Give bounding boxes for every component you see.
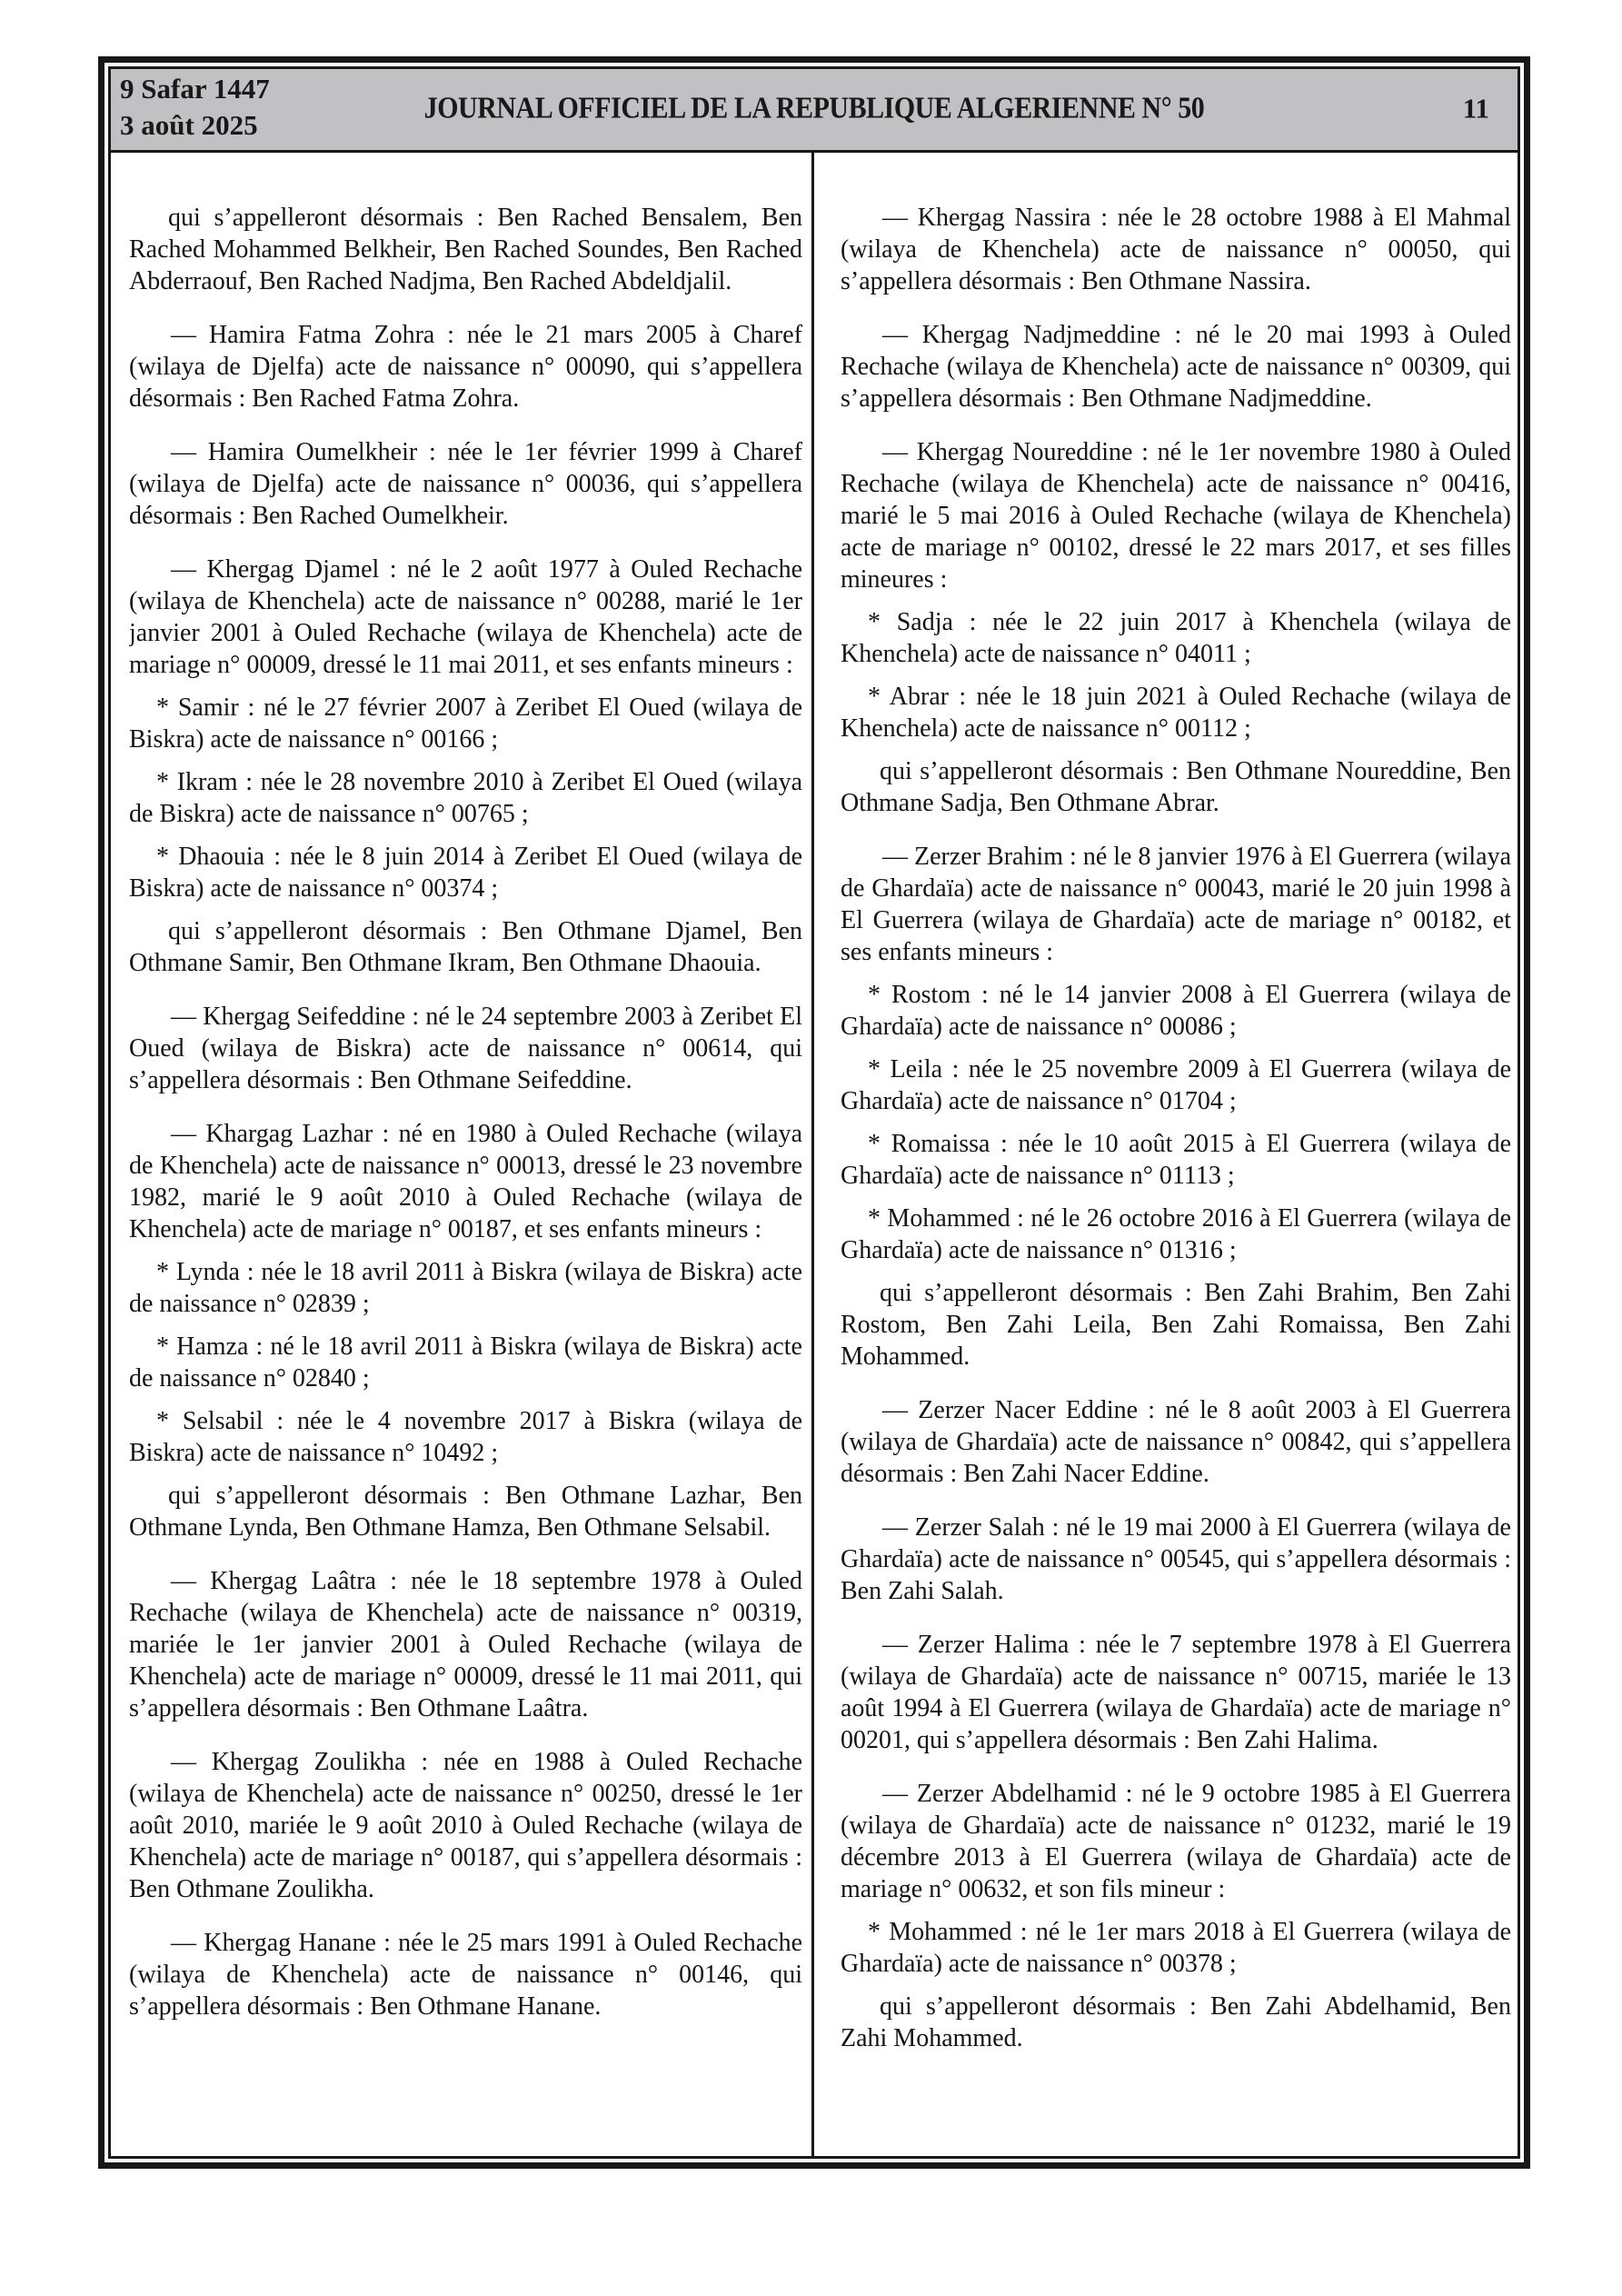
paragraph: — Khergag Hanane : née le 25 mars 1991 à Ouled Rechache (wilaya de Khenchela) acte de naissance n° 00146, qui s’appellera désormais : Ben Othmane Hanane. <box>129 1929 802 2021</box>
column-left <box>129 202 802 2147</box>
paragraph: — Khergag Seifeddine : né le 24 septembre 2003 à Zeribet El Oued (wilaya de Biskra) acte de naissance n° 00614, qui s’appellera désormais : Ben Othmane Seifeddine. <box>129 1003 802 1094</box>
paragraph: — Zerzer Brahim : né le 8 janvier 1976 à El Guerrera (wilaya de Ghardaïa) acte de naissance n° 00043, marié le 20 juin 1998 à El Guerrera (wilaya de Ghardaïa) acte de mariage n° 00182, et ses enfants mineurs : <box>841 843 1511 966</box>
paragraph: * Ikram : née le 28 novembre 2010 à Zeribet El Oued (wilaya de Biskra) acte de naissance n° 00765 ; <box>129 768 802 828</box>
paragraph: — Khergag Nadjmeddine : né le 20 mai 1993 à Ouled Rechache (wilaya de Khenchela) acte de naissance n° 00309, qui s’appellera désormais : Ben Othmane Nadjmeddine. <box>841 321 1511 413</box>
column-divider <box>811 153 814 2156</box>
paragraph: — Zerzer Nacer Eddine : né le 8 août 2003 à El Guerrera (wilaya de Ghardaïa) acte de naissance n° 00842, qui s’appellera désormais : Ben Zahi Nacer Eddine. <box>841 1396 1511 1488</box>
text-block <box>111 153 1518 2156</box>
page-number: 11 <box>1462 92 1489 125</box>
paragraph: * Lynda : née le 18 avril 2011 à Biskra (wilaya de Biskra) acte de naissance n° 02839 ; <box>129 1258 802 1318</box>
paragraph: — Khergag Nassira : née le 28 octobre 1988 à El Mahmal (wilaya de Khenchela) acte de naissance n° 00050, qui s’appellera désormais : Ben Othmane Nassira. <box>841 204 1511 295</box>
paragraph: * Rostom : né le 14 janvier 2008 à El Guerrera (wilaya de Ghardaïa) acte de naissance n° 00086 ; <box>841 981 1511 1041</box>
page-frame <box>98 56 1530 2169</box>
paragraph: qui s’appelleront désormais : Ben Othmane Noureddine, Ben Othmane Sadja, Ben Othmane Abrar. <box>841 757 1511 817</box>
gregorian-date: 3 août 2025 <box>120 109 258 141</box>
paragraph: qui s’appelleront désormais : Ben Zahi Abdelhamid, Ben Zahi Mohammed. <box>841 1992 1511 2052</box>
paragraph: * Selsabil : née le 4 novembre 2017 à Biskra (wilaya de Biskra) acte de naissance n° 10492 ; <box>129 1407 802 1467</box>
paragraph: qui s’appelleront désormais : Ben Rached Bensalem, Ben Rached Mohammed Belkheir, Ben Rached Soundes, Ben Rached Abderraouf, Ben Rached Nadjma, Ben Rached Abdeldjalil. <box>129 204 802 295</box>
paragraph: — Khergag Noureddine : né le 1er novembre 1980 à Ouled Rechache (wilaya de Khenchela) acte de naissance n° 00416, marié le 5 mai 2016 à Ouled Rechache (wilaya de Khenchela) acte de mariage n° 00102, dressé le 22 mars 2017, et ses filles mineures : <box>841 438 1511 594</box>
paragraph: * Dhaouia : née le 8 juin 2014 à Zeribet El Oued (wilaya de Biskra) acte de naissance n° 00374 ; <box>129 843 802 903</box>
paragraph: — Zerzer Halima : née le 7 septembre 1978 à El Guerrera (wilaya de Ghardaïa) acte de naissance n° 00715, mariée le 13 août 1994 à El Guerrera (wilaya de Ghardaïa) acte de mariage n° 00201, qui s’appellera désormais : Ben Zahi Halima. <box>841 1631 1511 1754</box>
paragraph: qui s’appelleront désormais : Ben Othmane Lazhar, Ben Othmane Lynda, Ben Othmane Hamza, Ben Othmane Selsabil. <box>129 1482 802 1542</box>
paragraph: — Hamira Oumelkheir : née le 1er février 1999 à Charef (wilaya de Djelfa) acte de naissance n° 00036, qui s’appellera désormais : Ben Rached Oumelkheir. <box>129 438 802 530</box>
paragraph: * Mohammed : né le 26 octobre 2016 à El Guerrera (wilaya de Ghardaïa) acte de naissance n° 01316 ; <box>841 1204 1511 1264</box>
paragraph: qui s’appelleront désormais : Ben Othmane Djamel, Ben Othmane Samir, Ben Othmane Ikram, Ben Othmane Dhaouia. <box>129 917 802 977</box>
paragraph: * Mohammed : né le 1er mars 2018 à El Guerrera (wilaya de Ghardaïa) acte de naissance n° 00378 ; <box>841 1918 1511 1978</box>
paragraph: — Zerzer Salah : né le 19 mai 2000 à El Guerrera (wilaya de Ghardaïa) acte de naissance n° 00545, qui s’appellera désormais : Ben Zahi Salah. <box>841 1513 1511 1605</box>
inner-frame <box>108 66 1520 2159</box>
paragraph: * Leila : née le 25 novembre 2009 à El Guerrera (wilaya de Ghardaïa) acte de naissance n° 01704 ; <box>841 1055 1511 1115</box>
paragraph: qui s’appelleront désormais : Ben Zahi Brahim, Ben Zahi Rostom, Ben Zahi Leila, Ben Zahi Romaissa, Ben Zahi Mohammed. <box>841 1279 1511 1371</box>
column-right <box>841 202 1511 2147</box>
paragraph: * Sadja : née le 22 juin 2017 à Khenchela (wilaya de Khenchela) acte de naissance n° 04011 ; <box>841 608 1511 668</box>
paragraph: * Hamza : né le 18 avril 2011 à Biskra (wilaya de Biskra) acte de naissance n° 02840 ; <box>129 1333 802 1393</box>
journal-header <box>111 69 1518 153</box>
paragraph: * Romaissa : née le 10 août 2015 à El Guerrera (wilaya de Ghardaïa) acte de naissance n° 01113 ; <box>841 1130 1511 1190</box>
paragraph: — Khergag Djamel : né le 2 août 1977 à Ouled Rechache (wilaya de Khenchela) acte de naissance n° 00288, marié le 1er janvier 2001 à Ouled Rechache (wilaya de Khenchela) acte de mariage n° 00009, dressé le 11 mai 2011, et ses enfants mineurs : <box>129 555 802 679</box>
paragraph: — Khergag Laâtra : née le 18 septembre 1978 à Ouled Rechache (wilaya de Khenchela) acte de naissance n° 00319, mariée le 1er janvier 2001 à Ouled Rechache (wilaya de Khenchela) acte de mariage n° 00009, dressé le 11 mai 2011, qui s’appellera désormais : Ben Othmane Laâtra. <box>129 1567 802 1722</box>
paragraph: — Zerzer Abdelhamid : né le 9 octobre 1985 à El Guerrera (wilaya de Ghardaïa) acte de naissance n° 01232, marié le 19 décembre 2013 à El Guerrera (wilaya de Ghardaïa) acte de mariage n° 00632, et son fils mineur : <box>841 1780 1511 1903</box>
paragraph: — Khargag Lazhar : né en 1980 à Ouled Rechache (wilaya de Khenchela) acte de naissance n° 00013, dressé le 23 novembre 1982, marié le 9 août 2010 à Ouled Rechache (wilaya de Khenchela) acte de mariage n° 00187, et ses enfants mineurs : <box>129 1120 802 1243</box>
journal-title: JOURNAL OFFICIEL DE LA REPUBLIQUE ALGERIENNE N° 50 <box>423 90 1205 125</box>
paragraph: * Samir : né le 27 février 2007 à Zeribet El Oued (wilaya de Biskra) acte de naissance n° 00166 ; <box>129 694 802 754</box>
paragraph: * Abrar : née le 18 juin 2021 à Ouled Rechache (wilaya de Khenchela) acte de naissance n° 00112 ; <box>841 683 1511 743</box>
paragraph: — Khergag Zoulikha : née en 1988 à Ouled Rechache (wilaya de Khenchela) acte de naissance n° 00250, dressé le 1er août 2010, mariée le 9 août 2010 à Ouled Rechache (wilaya de Khenchela) acte de mariage n° 00187, qui s’appellera désormais : Ben Othmane Zoulikha. <box>129 1748 802 1903</box>
paragraph: — Hamira Fatma Zohra : née le 21 mars 2005 à Charef (wilaya de Djelfa) acte de naissance n° 00090, qui s’appellera désormais : Ben Rached Fatma Zohra. <box>129 321 802 413</box>
header-dates <box>120 71 270 144</box>
hijri-date: 9 Safar 1447 <box>120 73 270 105</box>
